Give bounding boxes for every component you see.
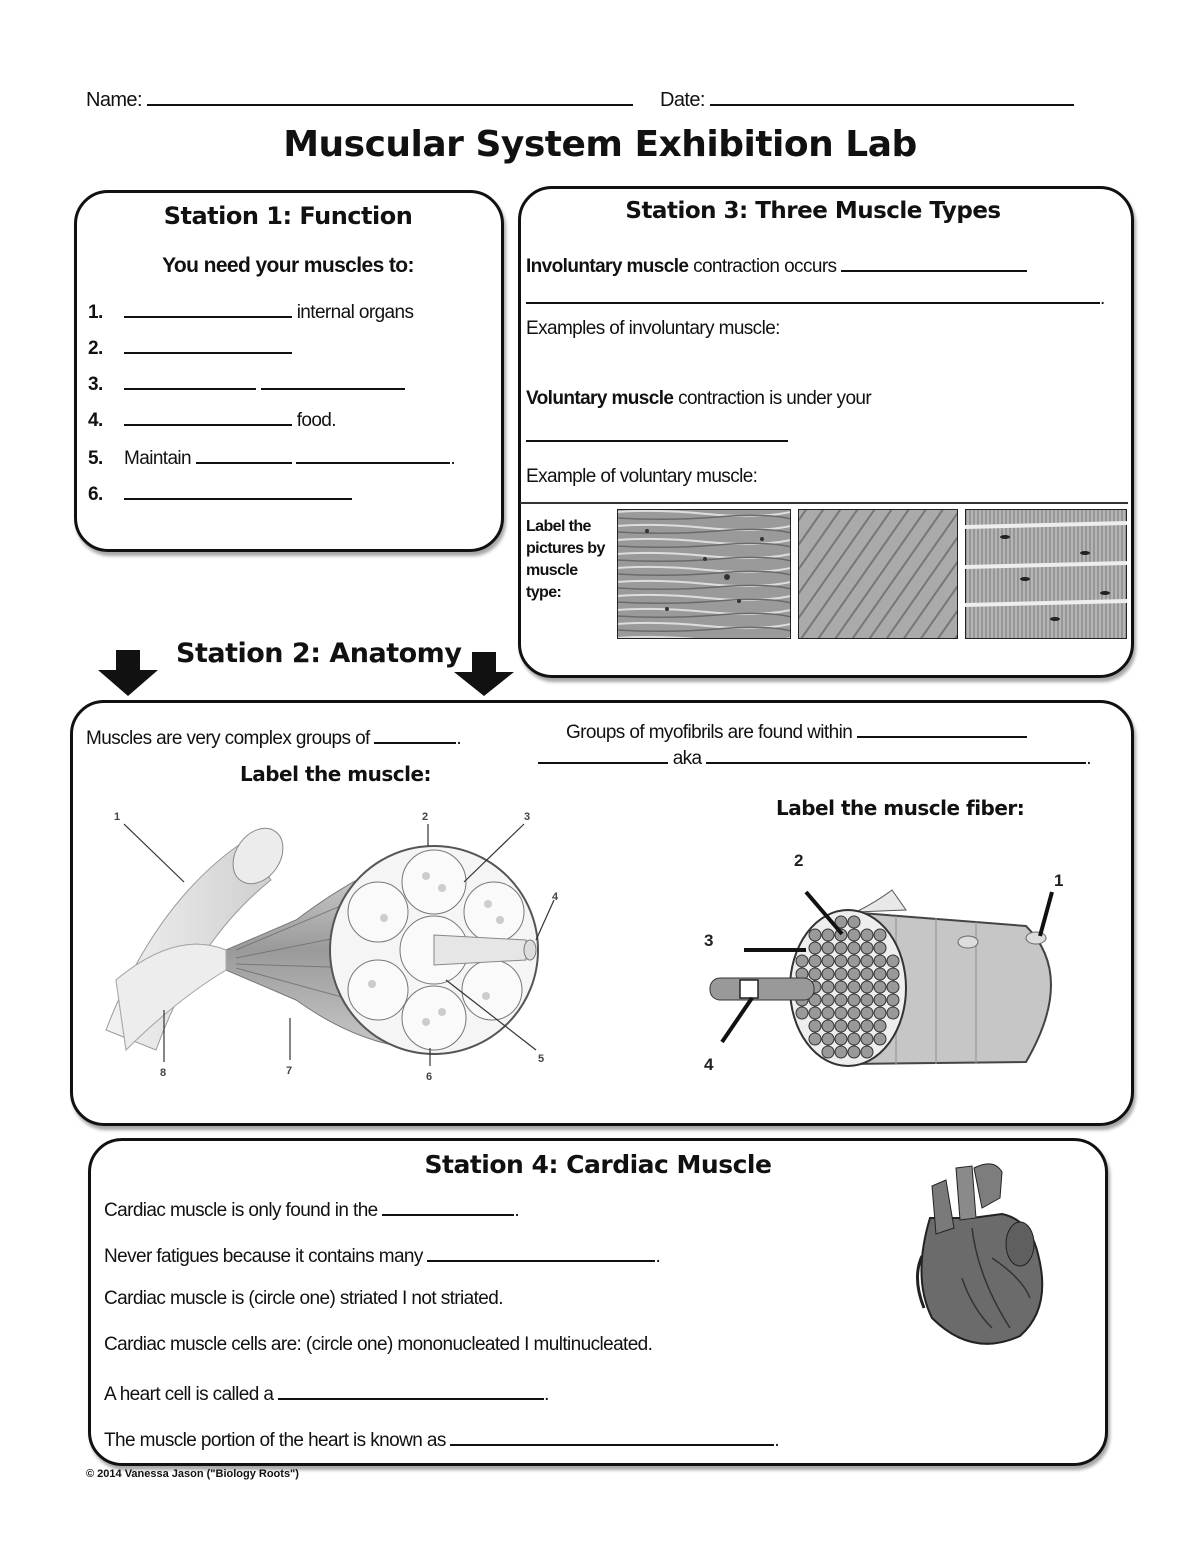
cardiac-blank-5[interactable]: [278, 1380, 544, 1400]
myofibril: [822, 968, 834, 980]
myofibril: [874, 955, 886, 967]
micrograph-skeletal: [965, 509, 1127, 639]
fiber-label-1: 1: [1054, 871, 1064, 890]
muscles-text: Muscles are very complex groups of: [86, 728, 370, 749]
myofibril: [887, 981, 899, 993]
item-number: 6.: [88, 484, 103, 505]
cardiac-line-2-text: Never fatigues because it contains many: [104, 1246, 423, 1267]
page-title: Muscular System Exhibition Lab: [283, 124, 917, 165]
station1-item-4: [88, 406, 336, 432]
down-arrow-icon: [96, 650, 160, 698]
name-field[interactable]: [147, 86, 633, 106]
myofibril: [874, 1033, 886, 1045]
myofibrils-blank-3[interactable]: [706, 744, 1086, 764]
myofibril: [809, 968, 821, 980]
myofibril: [861, 1033, 873, 1045]
cardiac-period: .: [514, 1200, 520, 1221]
myofibril: [822, 1020, 834, 1032]
aka-line: [538, 744, 1091, 770]
down-arrow-icon: [452, 652, 516, 698]
myofibril: [848, 955, 860, 967]
item4-suffix: food.: [296, 410, 336, 431]
muscle-fiber-diagram: [696, 846, 1096, 1086]
myofibril: [822, 955, 834, 967]
myofibril: [835, 1046, 847, 1058]
myofibril: [809, 1007, 821, 1019]
muscle-label-5: 5: [538, 1053, 545, 1065]
item5-blank-b[interactable]: [296, 444, 450, 464]
picture-label: Label the pictures by muscle type:: [526, 518, 605, 601]
cardiac-line-1-text: Cardiac muscle is only found in the: [104, 1200, 378, 1221]
myofibril: [861, 1046, 873, 1058]
item1-blank[interactable]: [124, 298, 292, 318]
item4-blank[interactable]: [124, 406, 292, 426]
item5-end: .: [450, 448, 456, 469]
myofibril: [822, 981, 834, 993]
cardiac-line-6-text: The muscle portion of the heart is known as: [104, 1430, 446, 1451]
myofibril: [874, 994, 886, 1006]
involuntary-blank-2[interactable]: [526, 284, 1100, 304]
myofibril: [887, 994, 899, 1006]
myofibril: [887, 968, 899, 980]
item-number: 2.: [88, 338, 103, 359]
item5-prefix: Maintain: [124, 448, 192, 469]
muscles-blank[interactable]: [374, 724, 456, 744]
myofibril: [822, 1033, 834, 1045]
myofibril: [861, 1020, 873, 1032]
voluntary-line-2: [526, 422, 788, 448]
cardiac-period: .: [544, 1384, 549, 1405]
item-number: 4.: [88, 410, 103, 431]
muscle-label-2: 2: [422, 811, 429, 823]
myofibril: [835, 955, 847, 967]
myofibril: [822, 994, 834, 1006]
myofibrils-line: [566, 718, 1027, 744]
myofibril: [809, 942, 821, 954]
muscle-label-8: 8: [160, 1067, 167, 1079]
station4-title: Station 4: Cardiac Muscle: [424, 1150, 772, 1179]
myofibril: [861, 942, 873, 954]
involuntary-examples: Examples of involuntary muscle:: [526, 318, 780, 339]
station1-item-2: [88, 334, 292, 360]
myofibril: [848, 1046, 860, 1058]
myofibril: [848, 968, 860, 980]
myofibril: [848, 981, 860, 993]
item3-blank-b[interactable]: [261, 370, 405, 390]
myofibril: [874, 981, 886, 993]
myofibril: [861, 968, 873, 980]
myofibril: [861, 981, 873, 993]
cardiac-blank-1[interactable]: [382, 1196, 514, 1216]
label-muscle-title: Label the muscle:: [240, 762, 432, 786]
station2-title: Station 2: Anatomy: [176, 638, 462, 669]
involuntary-line: [526, 252, 1027, 278]
copyright: © 2014 Vanessa Jason ("Biology Roots"): [86, 1468, 299, 1480]
myofibril: [835, 994, 847, 1006]
station1-item-5: [88, 444, 455, 470]
fiber-label-2: 2: [794, 851, 804, 870]
myofibril: [796, 955, 808, 967]
myofibril: [861, 929, 873, 941]
myofibril: [861, 994, 873, 1006]
myofibril: [848, 1007, 860, 1019]
myofibrils-blank-1[interactable]: [857, 718, 1027, 738]
station1-item-6: [88, 480, 352, 506]
station3-title: Station 3: Three Muscle Types: [625, 198, 1001, 224]
aka-text: aka: [672, 748, 702, 769]
myofibril: [848, 942, 860, 954]
cardiac-line-2: [104, 1242, 660, 1268]
myofibril: [848, 916, 860, 928]
myofibril: [835, 968, 847, 980]
name-label: Name:: [86, 89, 142, 111]
name-row: [86, 86, 633, 112]
date-row: [660, 86, 1074, 112]
item-number: 5.: [88, 448, 103, 469]
myofibril: [796, 1007, 808, 1019]
myofibril: [809, 1020, 821, 1032]
item5-blank-a[interactable]: [196, 444, 292, 464]
myofibril: [874, 1020, 886, 1032]
muscle-label-4: 4: [552, 891, 559, 903]
station3-divider: [520, 502, 1128, 504]
myofibril: [822, 929, 834, 941]
myofibril: [835, 1033, 847, 1045]
muscles-line: [86, 724, 461, 750]
myofibril: [874, 929, 886, 941]
aka-period: .: [1086, 748, 1091, 769]
myofibrils-text: Groups of myofibrils are found within: [566, 722, 853, 743]
station1-subtitle: You need your muscles to:: [162, 254, 414, 277]
myofibril: [861, 955, 873, 967]
myofibril: [848, 1033, 860, 1045]
muscles-period: .: [456, 728, 462, 749]
date-label: Date:: [660, 89, 705, 111]
myofibril: [822, 1046, 834, 1058]
item3-blank-a[interactable]: [124, 370, 256, 390]
voluntary-line: [526, 388, 871, 410]
cardiac-line-1: [104, 1196, 519, 1222]
item1-suffix: internal organs: [296, 302, 414, 323]
involuntary-line-2: [526, 284, 1105, 310]
myofibril: [874, 1007, 886, 1019]
cardiac-line-6: [104, 1426, 779, 1452]
voluntary-example: Example of voluntary muscle:: [526, 466, 758, 487]
micrograph-smooth: [798, 509, 958, 639]
myofibril: [822, 1007, 834, 1019]
myofibril: [848, 994, 860, 1006]
involuntary-blank-1[interactable]: [841, 252, 1027, 272]
heart-icon: [902, 1158, 1052, 1356]
myofibril: [809, 1033, 821, 1045]
myofibril: [848, 929, 860, 941]
myofibril: [835, 942, 847, 954]
myofibril: [822, 942, 834, 954]
myofibril: [835, 981, 847, 993]
voluntary-blank[interactable]: [526, 422, 788, 442]
micrograph-cardiac: [617, 509, 791, 639]
cardiac-blank-2[interactable]: [427, 1242, 655, 1262]
station1-item-1: [88, 298, 413, 324]
myofibril: [874, 942, 886, 954]
item6-blank[interactable]: [124, 480, 352, 500]
cardiac-period: .: [774, 1430, 780, 1451]
myofibril: [874, 968, 886, 980]
involuntary-period: .: [1100, 288, 1105, 309]
voluntary-bold: Voluntary muscle: [526, 388, 674, 409]
myofibril: [887, 955, 899, 967]
muscle-label-3: 3: [524, 811, 531, 823]
station1-item-3: [88, 370, 405, 396]
muscle-label-7: 7: [286, 1065, 293, 1077]
label-fiber-title: Label the muscle fiber:: [776, 796, 1025, 820]
cardiac-line-5-text: A heart cell is called a: [104, 1384, 274, 1405]
item-number: 3.: [88, 374, 103, 395]
myofibril: [887, 1007, 899, 1019]
cardiac-line-3: Cardiac muscle is (circle one) striated I not striated.: [104, 1288, 503, 1309]
item2-blank[interactable]: [124, 334, 292, 354]
myofibrils-blank-2[interactable]: [538, 744, 668, 764]
involuntary-rest: contraction occurs: [693, 256, 837, 277]
myofibril: [835, 1020, 847, 1032]
myofibril: [809, 929, 821, 941]
fiber-label-4: 4: [704, 1055, 714, 1074]
muscle-diagram: [96, 800, 576, 1090]
fiber-label-3: 3: [704, 931, 714, 950]
cardiac-line-5: [104, 1380, 549, 1406]
myofibril: [835, 1007, 847, 1019]
myofibril: [809, 955, 821, 967]
myofibril: [861, 1007, 873, 1019]
voluntary-rest: contraction is under your: [678, 388, 872, 409]
cardiac-line-4: Cardiac muscle cells are: (circle one) mononucleated I multinucleated.: [104, 1334, 653, 1355]
cardiac-blank-6[interactable]: [450, 1426, 774, 1446]
station1-title: Station 1: Function: [163, 202, 413, 230]
muscle-label-6: 6: [426, 1071, 433, 1083]
myofibril: [848, 1020, 860, 1032]
cardiac-period: .: [655, 1246, 661, 1267]
muscle-label-1: 1: [114, 811, 121, 823]
date-field[interactable]: [710, 86, 1074, 106]
item-number: 1.: [88, 302, 103, 323]
involuntary-bold: Involuntary muscle: [526, 256, 689, 277]
